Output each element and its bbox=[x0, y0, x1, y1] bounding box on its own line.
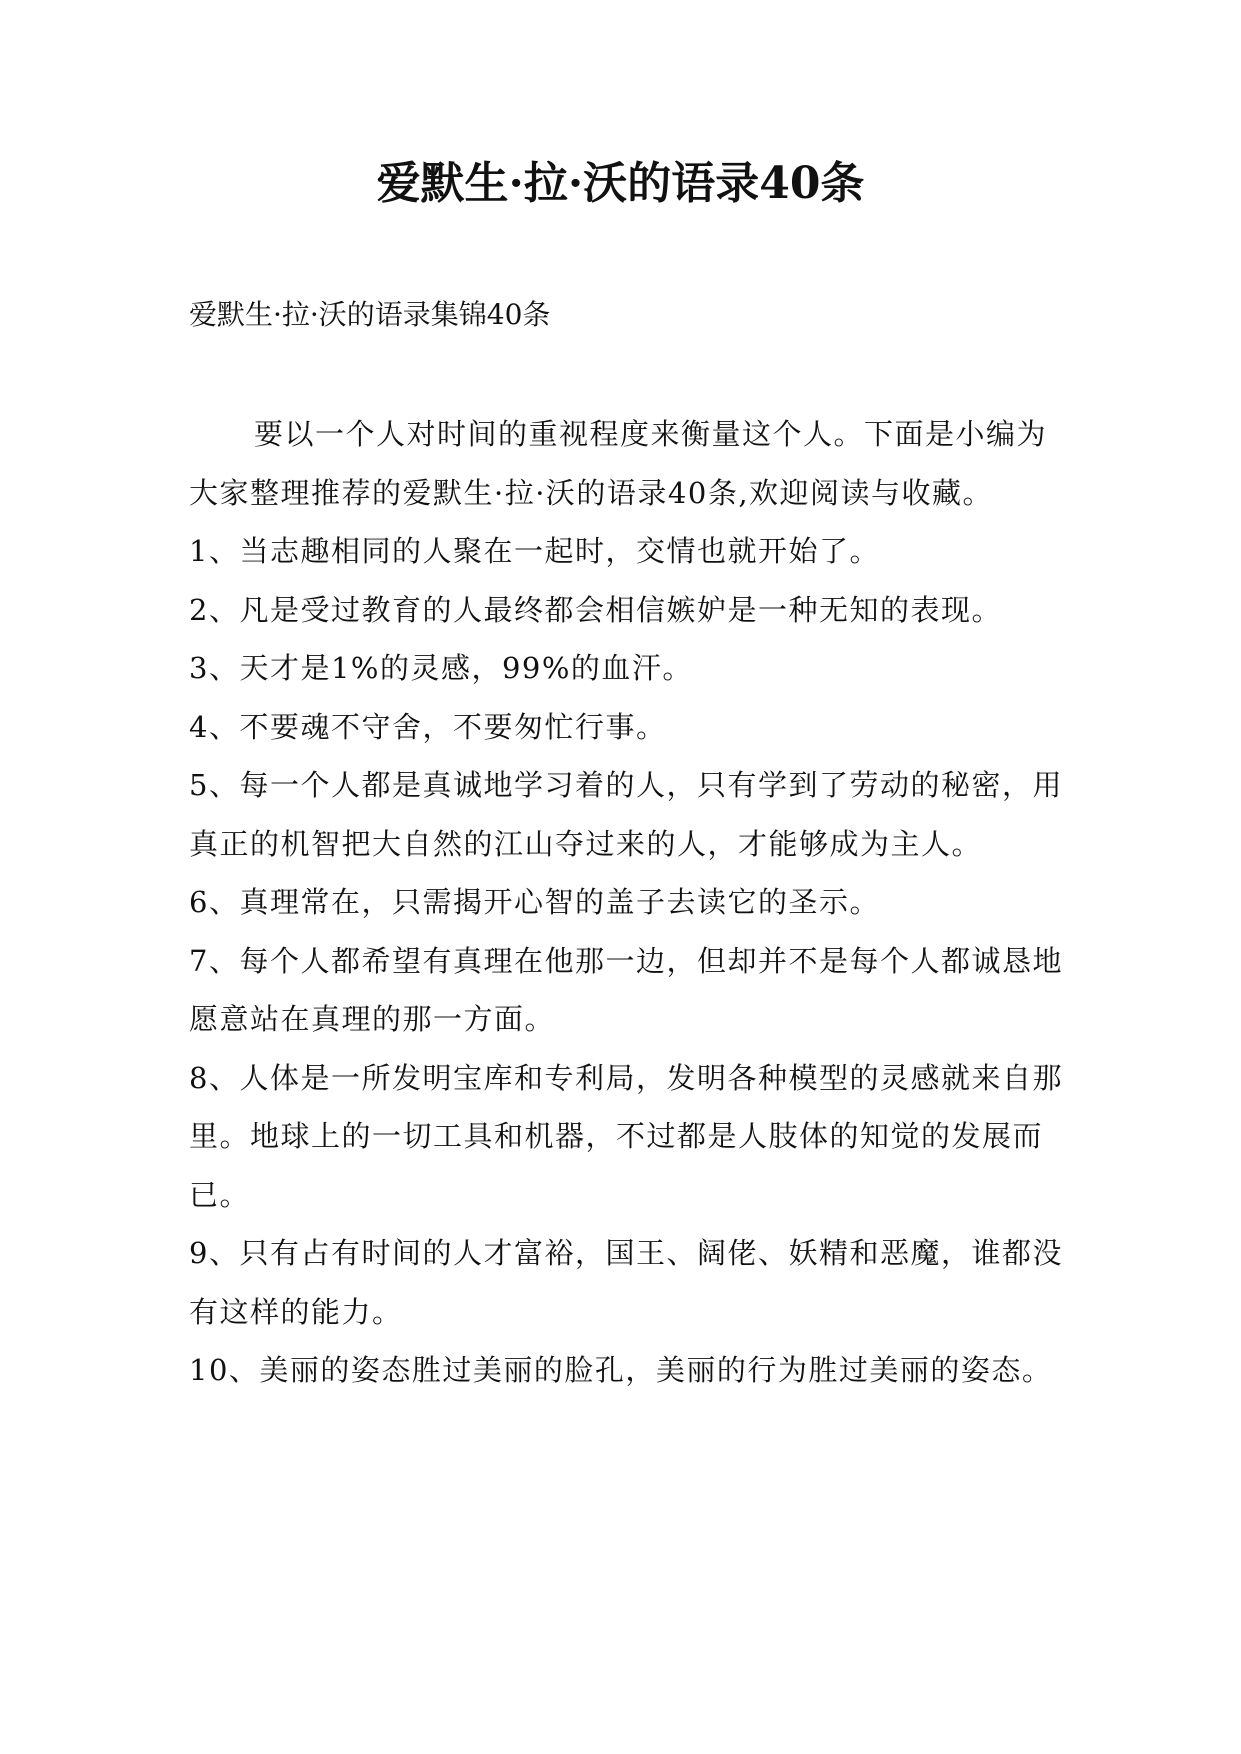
document-subtitle: 爱默生·拉·沃的语录集锦40条 bbox=[189, 298, 551, 331]
document-title: 爱默生·拉·沃的语录40条 bbox=[376, 158, 865, 209]
quote-item: 5、每一个人都是真诚地学习着的人，只有学到了劳动的秘密，用真正的机智把大自然的江山夺过来的人，才能够成为主人。 bbox=[189, 768, 1063, 861]
quote-item: 2、凡是受过教育的人最终都会相信嫉妒是一种无知的表现。 bbox=[189, 592, 1002, 627]
quote-item: 9、只有占有时间的人才富裕，国王、阔佬、妖精和恶魔，谁都没有这样的能力。 bbox=[189, 1236, 1063, 1329]
quote-item: 10、美丽的姿态胜过美丽的脸孔，美丽的行为胜过美丽的姿态。 bbox=[189, 1353, 1053, 1387]
quote-item: 3、天才是1%的灵感，99%的血汗。 bbox=[189, 651, 693, 685]
quote-item: 1、当志趣相同的人聚在一起时，交情也就开始了。 bbox=[189, 534, 880, 568]
quote-item: 6、真理常在，只需揭开心智的盖子去读它的圣示。 bbox=[189, 885, 880, 919]
quote-item: 8、人体是一所发明宝库和专利局，发明各种模型的灵感就来自那里。地球上的一切工具和机器，不过都是人肢体的知觉的发展而已。 bbox=[189, 1060, 1063, 1212]
quote-item: 4、不要魂不守舍，不要匆忙行事。 bbox=[189, 709, 667, 744]
document-body bbox=[189, 405, 1069, 1400]
quote-item: 7、每个人都希望有真理在他那一边，但却并不是每个人都诚恳地愿意站在真理的那一方面。 bbox=[189, 943, 1063, 1036]
intro-paragraph: 要以一个人对时间的重视程度来衡量这个人。下面是小编为大家整理推荐的爱默生·拉·沃的语录40条,欢迎阅读与收藏。 bbox=[189, 417, 1048, 510]
